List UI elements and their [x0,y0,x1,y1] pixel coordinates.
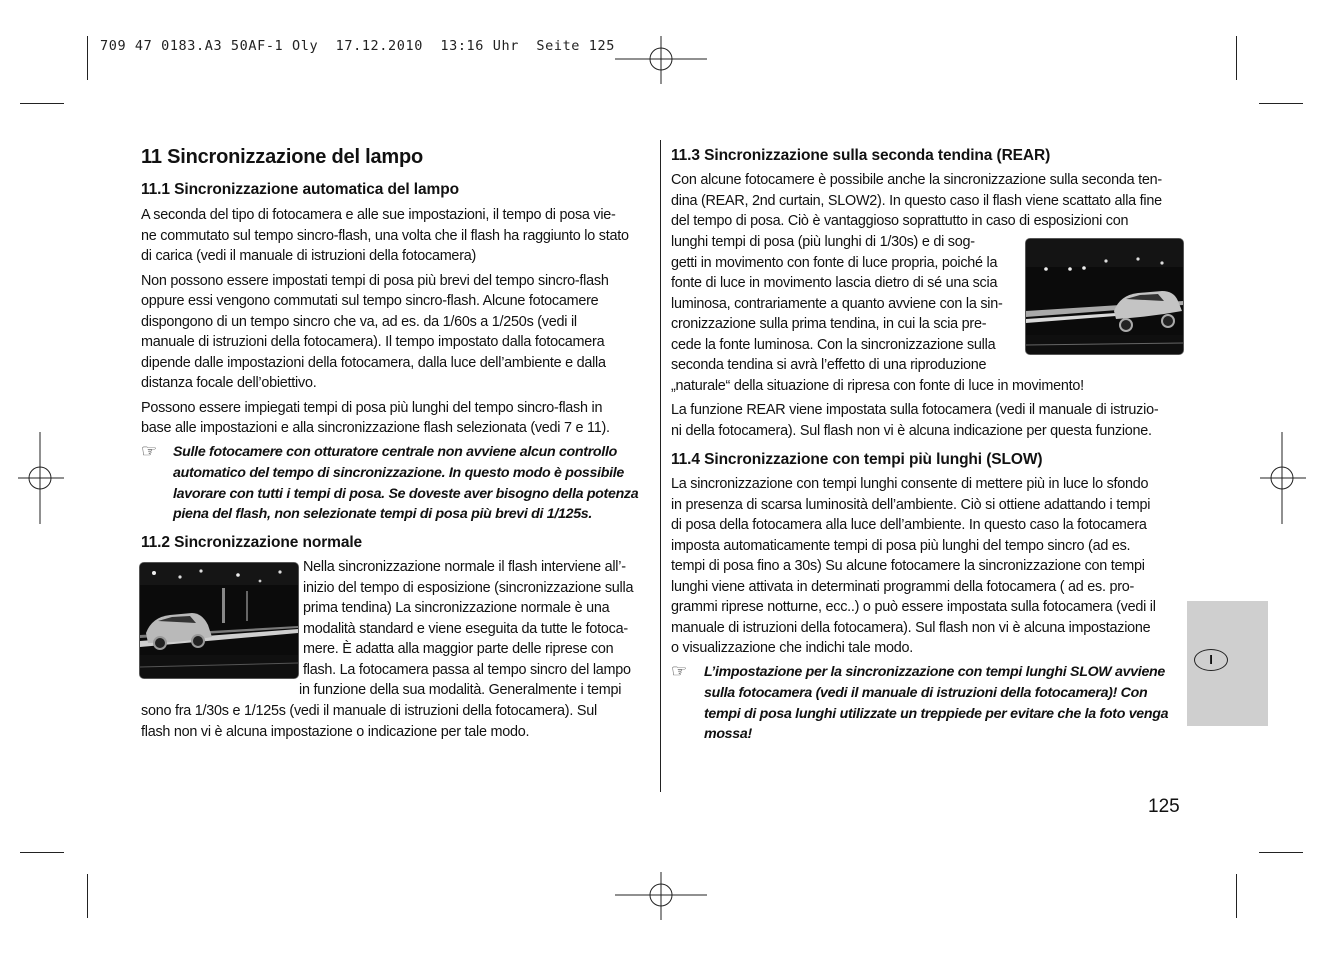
registration-mark-top [615,34,707,86]
section-heading-11-3: 11.3 Sincronizzazione sulla seconda tendina (REAR) [671,147,1051,164]
text-line: modalità standard e viene eseguita da tutte le fotoca- [303,620,628,637]
note-11-4 [704,662,1186,745]
text-line: prima tendina) La sincronizzazione normale è una [303,600,610,616]
text-line: „naturale“ della situazione di ripresa con fonte di luce in movimento! [671,378,1084,394]
text-line: dipende dalle impostazioni della fotocamera, dalla luce dell’ambiente e dalla [141,354,606,371]
text-line: mere. È adatta alla maggior parte delle riprese con [303,641,614,657]
text-line: flash non vi è alcuna impostazione o indicazione per tale modo. [141,723,530,740]
section-11-2-wrap-text [303,557,658,680]
note-line: L’impostazione per la sincronizzazione con tempi lunghi SLOW avviene [704,664,1165,680]
note-line: piena del flash, non selezionate tempi di posa più brevi di 1/125s. [173,506,593,523]
text-line: imposta automaticamente tempi di posa più lunghi del tempo sincro (ad es. [671,537,1131,554]
text-line: base alle impostazioni e alla sincronizzazione flash selezionata (vedi 7 e 11). [141,420,610,436]
section-heading-11-1: 11.1 Sincronizzazione automatica del lampo [141,181,459,198]
crop-mark [1259,103,1303,104]
registration-mark-left [16,432,66,524]
text-line: o visualizzazione che indichi tale modo. [671,640,913,656]
text-line: Nella sincronizzazione normale il flash interviene all’- [303,559,626,575]
section-11-3-text [671,170,1183,232]
text-line: inizio del tempo di esposizione (sincronizzazione sulla [303,579,634,596]
note-line: lavorare con tutti i tempi di posa. Se doveste aver bisogno della potenza [173,485,639,502]
crop-mark [87,874,88,918]
photo-rear-sync [1025,238,1184,355]
note-11-1 [173,442,658,525]
text-line: luminosa, contrariamente a quanto avviene con la sin- [671,295,1003,312]
text-line: A seconda del tipo di fotocamera e alle sue impostazioni, il tempo di posa vie- [141,207,616,223]
text-line: di carica (vedi il manuale di istruzioni della fotocamera) [141,248,477,264]
crop-mark [1259,852,1303,853]
crop-mark [87,36,88,80]
crop-mark [1236,874,1237,918]
print-header: 709 47 0183.A3 50AF-1 Oly 17.12.2010 13:16 Uhr Seite 125 [100,38,615,54]
text-line: manuale di istruzioni della fotocamera). Il tempo impostato dalla fotocamera [141,334,605,350]
note-line: Sulle fotocamere con otturatore centrale non avviene alcun controllo [173,444,617,460]
text-line: getti in movimento con fonte di luce propria, poiché la [671,254,998,271]
crop-mark [1236,36,1237,80]
section-11-1-text [141,205,656,443]
note-line: mossa! [704,726,752,743]
pointing-hand-icon: ☞ [141,441,158,461]
text-line: fonte di luce in movimento lascia dietro di sé una scia [671,275,998,291]
text-line: cede la fonte luminosa. Con la sincronizzazione sulla [671,336,996,353]
section-11-3-text-2 [671,400,1186,441]
text-line: tempi di posa fino a 30s) Su alcune fotocamere la sincronizzazione con tempi [671,558,1145,574]
note-line: tempi di posa lunghi utilizzate un treppiede per evitare che la foto venga [704,705,1169,722]
text-line: La funzione REAR viene impostata sulla fotocamera (vedi il manuale di istruzio- [671,402,1159,418]
text-line: oppure essi vengono commutati sul tempo sincro-flash. Alcune fotocamere [141,293,599,309]
pointing-hand-icon: ☞ [671,661,688,681]
text-line: in presenza di scarsa luminosità dell’ambiente. Ciò si ottiene adattando i tempi [671,496,1151,513]
section-11-2-full-text [141,701,656,742]
text-line: flash. La fotocamera passa al tempo sincro del lampo [303,661,631,678]
note-line: automatico del tempo di sincronizzazione. In questo modo è possibile [173,464,624,481]
text-line: Con alcune fotocamere è possibile anche la sincronizzazione sulla seconda ten- [671,172,1162,188]
note-line: sulla fotocamera (vedi il manuale di istruzioni della fotocamera)! Con [704,684,1148,701]
text-line: manuale di istruzioni della fotocamera). Sul flash non vi è alcuna impostazione [671,619,1151,636]
text-line: dina (REAR, 2nd curtain, SLOW2). In questo caso il flash viene scattato alla fine [671,192,1162,209]
text-line: dispongono di un tempo sincro che va, ad es. da 1/60s a 1/250s (vedi il [141,313,577,330]
text-line: distanza focale dell’obiettivo. [141,375,317,391]
crop-mark [20,852,64,853]
text-line: La sincronizzazione con tempi lunghi consente di mettere più in luce lo sfondo [671,476,1149,492]
column-divider [660,140,661,792]
text-line: sono fra 1/30s e 1/125s (vedi il manuale di istruzioni della fotocamera). Sul [141,703,597,719]
crop-mark [20,103,64,104]
text-line: seconda tendina si avrà l’effetto di una riproduzione [671,357,987,373]
section-heading-11-2: 11.2 Sincronizzazione normale [141,534,363,551]
text-line: Possono essere impiegati tempi di posa più lunghi del tempo sincro-flash in [141,399,603,416]
text-line: ne commutato sul tempo sincro-flash, una volta che il flash ha raggiunto lo stato [141,227,629,244]
text-line: di posa della fotocamera alla luce dell’ambiente. In questo caso la fotocamera [671,517,1147,533]
section-heading-11-4: 11.4 Sincronizzazione con tempi più lunghi (SLOW) [671,451,1043,468]
text-line: in funzione della sua modalità. Generalmente i tempi [299,682,622,698]
section-11-4-text [671,474,1186,659]
page-number: 125 [1148,796,1180,817]
chapter-title: 11 Sincronizzazione del lampo [141,146,424,168]
photo-normal-sync [139,562,299,679]
text-line: lunghi viene attivata in determinati programmi della fotocamera ( ad es. pro- [671,578,1135,595]
registration-mark-bottom [615,870,707,922]
language-badge: I [1194,649,1228,671]
text-line: ni della fotocamera). Sul flash non vi è alcuna indicazione per questa funzione. [671,422,1152,439]
section-11-3-wrap-text [671,232,1021,376]
text-line: grammi riprese notturne, ecc..) o può essere impostata sulla fotocamera (vedi il [671,599,1156,615]
text-line: del tempo di posa. Ciò è vantaggioso soprattutto in caso di esposizioni con [671,213,1129,229]
text-line: cronizzazione sulla prima tendina, in cui la scia pre- [671,316,987,332]
registration-mark-right [1258,432,1308,524]
text-line: Non possono essere impostati tempi di posa più brevi del tempo sincro-flash [141,272,609,289]
text-line: lunghi tempi di posa (più lunghi di 1/30s) e di sog- [671,234,975,250]
